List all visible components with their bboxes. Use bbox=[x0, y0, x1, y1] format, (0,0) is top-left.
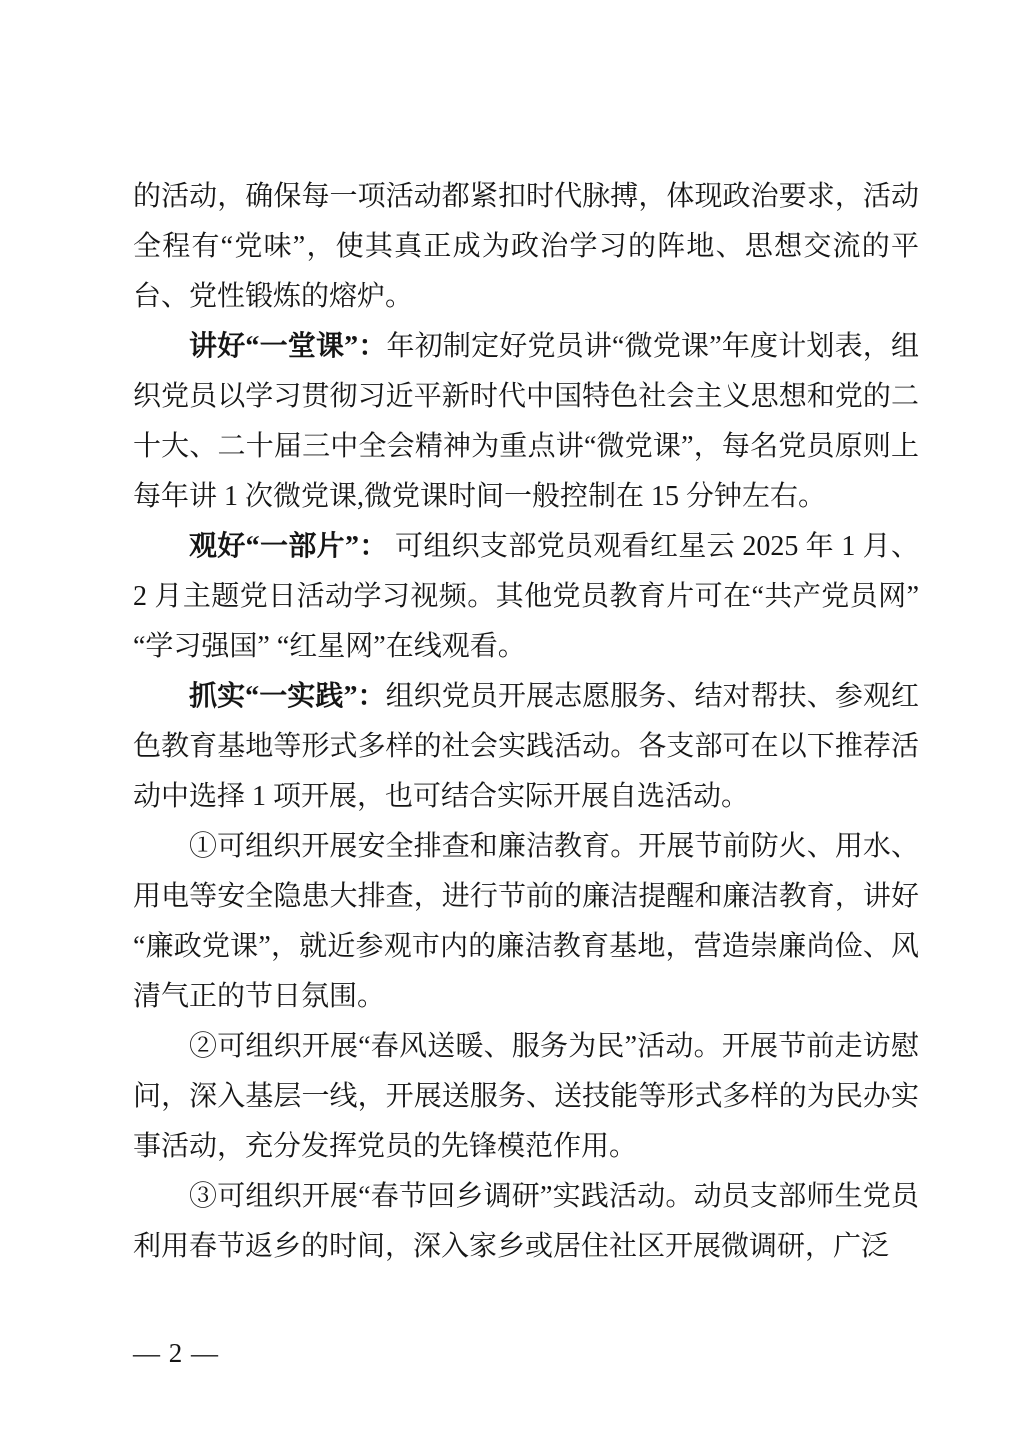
document-body bbox=[133, 172, 919, 1272]
paragraph bbox=[133, 522, 919, 672]
paragraph-lead: 观好“一部片”： bbox=[189, 531, 388, 562]
page-number: — 2 — bbox=[133, 1338, 219, 1368]
page-footer bbox=[133, 1333, 219, 1373]
paragraph-lead: 讲好“一堂课”： bbox=[189, 331, 387, 362]
paragraph bbox=[133, 672, 919, 822]
paragraph-segment: ①可组织开展安全排查和廉洁教育。开展节前防火、用水、用电等安全隐患大排查，进行节前的廉洁提醒和廉洁教育，讲好“廉政党课”，就近参观市内的廉洁教育基地，营造崇廉尚俭、风清气正的节日氛围。 bbox=[133, 831, 919, 1012]
paragraph bbox=[133, 1172, 919, 1272]
paragraph-lead: 抓实“一实践”： bbox=[189, 681, 386, 712]
paragraph bbox=[133, 172, 919, 322]
paragraph-segment: 的活动，确保每一项活动都紧扣时代脉搏，体现政治要求，活动全程有“党味”，使其真正成为政治学习的阵地、思想交流的平台、党性锻炼的熔炉。 bbox=[133, 181, 919, 312]
paragraph bbox=[133, 322, 919, 522]
paragraph-segment: 年初制定好党员讲“微党课”年度计划表，组织党员以学习贯彻习近平新时代中国特色社会主义思想和党的二十大、二十届三中全会精神为重点讲“微党课”，每名党员原则上每年讲 1 次微党课,微党课时间一般控制在 15 分钟左右。 bbox=[133, 331, 919, 512]
paragraph bbox=[133, 822, 919, 1022]
paragraph bbox=[133, 1022, 919, 1172]
paragraph-segment: ③可组织开展“春节回乡调研”实践活动。动员支部师生党员利用春节返乡的时间，深入家乡或居住社区开展微调研，广泛 bbox=[133, 1181, 919, 1262]
paragraph-segment: 组织党员开展志愿服务、结对帮扶、参观红色教育基地等形式多样的社会实践活动。各支部可在以下推荐活动中选择 1 项开展，也可结合实际开展自选活动。 bbox=[133, 681, 919, 812]
paragraph-segment: 可组织支部党员观看红星云 2025 年 1 月、2 月主题党日活动学习视频。其他党员教育片可在“共产党员网”“学习强国” “红星网”在线观看。 bbox=[133, 531, 919, 662]
paragraph-segment: ②可组织开展“春风送暖、服务为民”活动。开展节前走访慰问，深入基层一线，开展送服务、送技能等形式多样的为民办实事活动，充分发挥党员的先锋模范作用。 bbox=[133, 1031, 919, 1162]
